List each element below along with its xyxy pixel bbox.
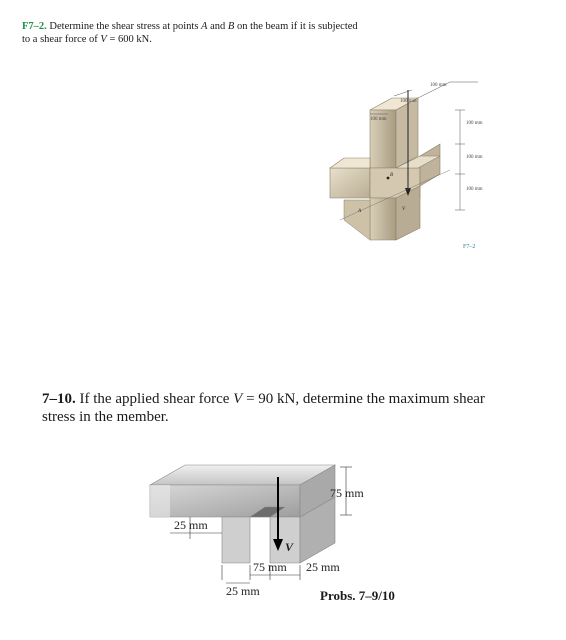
figure-caption: Probs. 7–9/10 xyxy=(320,588,395,603)
shear-force-label: V xyxy=(285,540,294,554)
point-b-marker xyxy=(387,177,390,180)
dim-label: 100 mm xyxy=(466,155,483,160)
dim-bottom-right-label: 25 mm xyxy=(306,560,340,574)
point-b-label: B xyxy=(227,21,235,32)
shear-force-symbol: V xyxy=(100,34,107,45)
figure-f7-2 xyxy=(300,70,510,260)
problem-7-10-text xyxy=(42,390,512,426)
problem-text-part: = 600 kN. xyxy=(106,34,152,45)
point-b-label: B xyxy=(390,173,394,178)
shear-force-symbol: V xyxy=(233,391,243,407)
problem-text-part: on the beam if it is subjected to a shear force of xyxy=(22,21,358,45)
problem-number: 7–10. xyxy=(42,391,76,407)
dim-bottom-left-label: 25 mm xyxy=(226,584,260,598)
point-a-label: A xyxy=(358,209,362,214)
problem-text-part: and xyxy=(207,21,228,32)
figure-label: F7–2 xyxy=(463,244,476,250)
dim-left-label: 25 mm xyxy=(174,518,208,532)
dim-bottom-mid-label: 75 mm xyxy=(253,560,287,574)
point-a-label: A xyxy=(201,21,208,32)
problem-text-part: = 90 kN, determine the maximum shear stress in the member. xyxy=(42,391,485,425)
problem-number: F7–2. xyxy=(22,21,47,32)
dim-label: 100 mm xyxy=(370,117,387,122)
problem-text-part: If the applied shear force xyxy=(79,391,234,407)
dim-label: 100 mm xyxy=(466,187,483,192)
problem-f7-2-text xyxy=(22,20,362,46)
dim-top-right-label: 75 mm xyxy=(330,486,364,500)
dim-label: 100 mm xyxy=(430,83,447,88)
dim-label: 100 mm xyxy=(400,99,417,104)
dim-label: 100 mm xyxy=(466,121,483,126)
member-body xyxy=(150,465,335,563)
shear-force-label: V xyxy=(402,207,406,212)
problem-text-part: Determine the shear stress at points xyxy=(49,21,202,32)
